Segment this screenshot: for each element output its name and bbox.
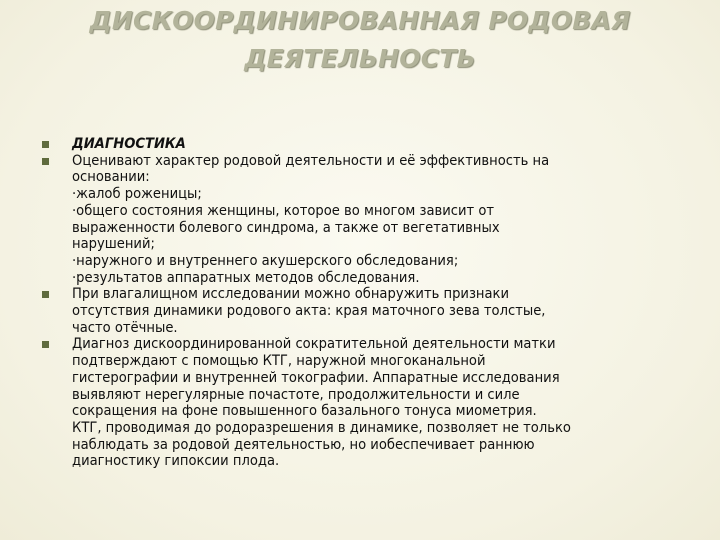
list-item-diagnosis [42,336,682,470]
slide-title [40,2,680,78]
text-line: гистерографии и внутренней токографии. Аппаратные исследования [72,368,560,386]
square-bullet-icon [42,291,49,298]
bullet-list [42,136,682,470]
text-line: ·наружного и внутреннего акушерского обследования; [72,251,459,269]
text-line: диагностику гипоксии плода. [72,452,280,470]
text-line: ·результатов аппаратных методов обследования. [72,268,420,286]
square-bullet-icon [42,341,49,348]
text-line: ·общего состояния женщины, которое во многом зависит от [72,201,495,219]
text-line: часто отёчные. [72,318,178,336]
text-line: Диагноз дискоординированной сократительной деятельности матки [72,335,556,353]
text-line: При влагалищном исследовании можно обнаружить признаки [72,285,510,303]
text-line: отсутствия динамики родового акта: края маточного зева толстые, [72,302,546,320]
text-line: ·жалоб роженицы; [72,185,202,203]
text-line: наблюдать за родовой деятельностью, но иобеспечивает раннюю [72,435,535,453]
text-line: выраженности болевого синдрома, а также от вегетативных [72,218,500,236]
square-bullet-icon [42,141,49,148]
title-line-2: ДЕЯТЕЛЬНОСТЬ [244,44,476,73]
text-line: сокращения на фоне повышенного базального тонуса миометрия. [72,402,537,420]
text-line: нарушений; [72,235,155,253]
text-line: подтверждают с помощью КТГ, наружной многоканальной [72,352,486,370]
text-line: основании: [72,168,150,186]
text-line: Оценивают характер родовой деятельности и её эффективность на [72,151,550,169]
square-bullet-icon [42,158,49,165]
text-line: выявляют нерегулярные почастоте, продолжительности и силе [72,385,520,403]
text-line: КТГ, проводимая до родоразрешения в динамике, позволяет не только [72,418,571,436]
list-item-vaginal-exam [42,286,682,336]
list-item-evaluation [42,153,682,287]
title-line-1: ДИСКООРДИНИРОВАННАЯ РОДОВАЯ [89,6,631,35]
list-item-heading [42,136,682,153]
section-heading: ДИАГНОСТИКА [72,135,186,152]
